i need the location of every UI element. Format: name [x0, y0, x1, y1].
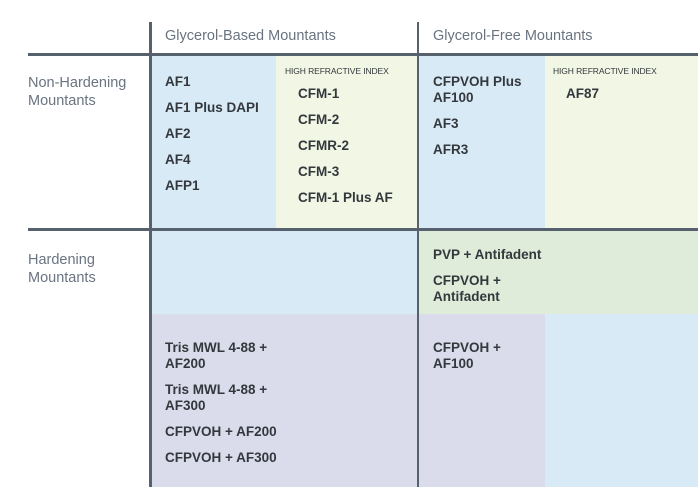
- list-nonhardening-glycerol-based: [165, 74, 275, 204]
- hri-title-glycerol-based: HIGH REFRACTIVE INDEX: [285, 66, 389, 76]
- list-item: PVP + Antifadent: [433, 247, 542, 262]
- list-hardening-glycerol-free-lavender: [433, 340, 513, 382]
- divider-vertical-left: [149, 22, 152, 487]
- list-item: AFR3: [433, 142, 469, 157]
- list-item: CFMR-2: [298, 138, 349, 153]
- list-item: CFM-2: [298, 112, 340, 127]
- list-hardening-glycerol-based-lavender: [165, 340, 283, 476]
- list-item: AF2: [165, 126, 191, 141]
- list-nonhardening-glycerol-free: [433, 74, 541, 168]
- list-item: CFM-1: [298, 86, 340, 101]
- list-nonhardening-glycerol-free-hri: [566, 86, 686, 112]
- cell-hardening-glycerol-based-empty: [152, 231, 417, 314]
- list-item: CFPVOH + Antifadent: [433, 273, 501, 304]
- cell-nonhardening-glycerol-free-hri: [545, 56, 698, 228]
- list-item: AF1: [165, 74, 191, 89]
- cell-hardening-glycerol-free-blue: [545, 314, 698, 487]
- list-item: AF3: [433, 116, 459, 131]
- list-item: Tris MWL 4-88 + AF200: [165, 340, 268, 371]
- divider-horizontal-top: [28, 53, 698, 56]
- list-item: AF4: [165, 152, 191, 167]
- divider-horizontal-middle: [28, 228, 698, 231]
- list-item: Tris MWL 4-88 + AF300: [165, 382, 268, 413]
- list-item: CFPVOH Plus AF100: [433, 74, 522, 105]
- row-label-non-hardening: Non-Hardening Mountants: [28, 75, 127, 109]
- list-hardening-glycerol-free-green: [433, 247, 553, 315]
- column-header-glycerol-based: Glycerol-Based Mountants: [165, 28, 336, 44]
- list-nonhardening-glycerol-based-hri: [298, 86, 416, 216]
- list-item: CFPVOH + AF100: [433, 340, 501, 371]
- column-header-glycerol-free: Glycerol-Free Mountants: [433, 28, 593, 44]
- divider-vertical-middle: [417, 22, 419, 487]
- list-item: CFPVOH + AF300: [165, 450, 277, 465]
- list-item: CFPVOH + AF200: [165, 424, 277, 439]
- list-item: CFM-1 Plus AF: [298, 190, 393, 205]
- hri-title-glycerol-free: HIGH REFRACTIVE INDEX: [553, 66, 657, 76]
- list-item: AF87: [566, 86, 600, 101]
- list-item: AF1 Plus DAPI: [165, 100, 259, 115]
- row-label-hardening: Hardening Mountants: [28, 252, 96, 286]
- list-item: AFP1: [165, 178, 200, 193]
- list-item: CFM-3: [298, 164, 340, 179]
